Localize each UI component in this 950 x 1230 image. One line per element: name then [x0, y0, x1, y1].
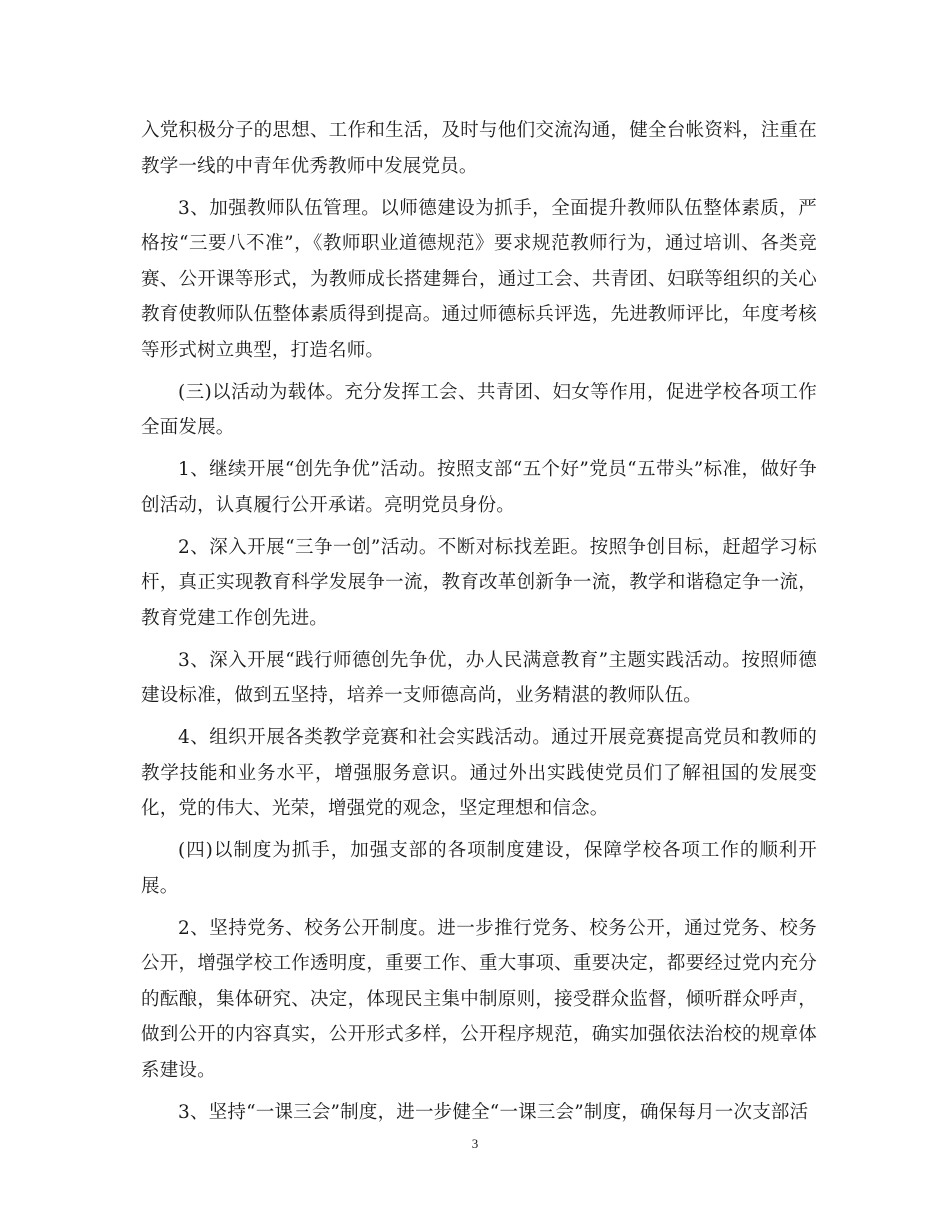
paragraph-3: (三)以活动为载体。充分发挥工会、共青团、妇女等作用，促进学校各项工作全面发展。: [141, 381, 817, 438]
paragraph-10: 3、坚持“一课三会”制度，进一步健全“一课三会”制度，确保每月一次支部活: [178, 1101, 809, 1123]
paragraph-2: 3、加强教师队伍管理。以师德建设为抓手，全面提升教师队伍整体素质，严格按“三要八不准”，《教师职业道德规范》要求规范教师行为，通过培训、各类竞赛、公开课等形式，为教师成长搭建舞台，通过工会、共青团、妇联等组织的关心教育使教师队伍整体素质得到提高。通过师德标兵评选，先进教师评比，年度考核等形式树立典型，打造名师。: [141, 197, 817, 361]
paragraph-9: 2、坚持党务、校务公开制度。进一步推行党务、校务公开，通过党务、校务公开，增强学校工作透明度，重要工作、重大事项、重要决定，都要经过党内充分的酝酿，集体研究、决定，体现民主集中制原则，接受群众监督，倾听群众呼声，做到公开的内容真实，公开形式多样，公开程序规范，确实加强依法治校的规章体系建设。: [141, 917, 817, 1081]
paragraph-8: (四)以制度为抓手，加强支部的各项制度建设，保障学校各项工作的顺利开展。: [141, 840, 817, 897]
paragraph-1: 入党积极分子的思想、工作和生活，及时与他们交流沟通，健全台帐资料，注重在教学一线的中青年优秀教师中发展党员。: [141, 120, 817, 177]
paragraph-5: 2、深入开展“三争一创”活动。不断对标找差距。按照争创目标，赶超学习标杆，真正实现教育科学发展争一流，教育改革创新争一流，教学和谐稳定争一流，教育党建工作创先进。: [141, 536, 817, 629]
page-number: 3: [471, 1136, 479, 1151]
paragraph-7: 4、组织开展各类教学竞赛和社会实践活动。通过开展竞赛提高党员和教师的教学技能和业务水平，增强服务意识。通过外出实践使党员们了解祖国的发展变化，党的伟大、光荣，增强党的观念，坚定理想和信念。: [141, 727, 817, 819]
paragraph-4: 1、继续开展“创先争优”活动。按照支部“五个好”党员“五带头”标准，做好争创活动，认真履行公开承诺。亮明党员身份。: [141, 459, 817, 516]
paragraph-6: 3、深入开展“践行师德创先争优，办人民满意教育”主题实践活动。按照师德建设标准，做到五坚持，培养一支师德高尚，业务精湛的教师队伍。: [141, 649, 817, 706]
document-body: [141, 113, 817, 1137]
